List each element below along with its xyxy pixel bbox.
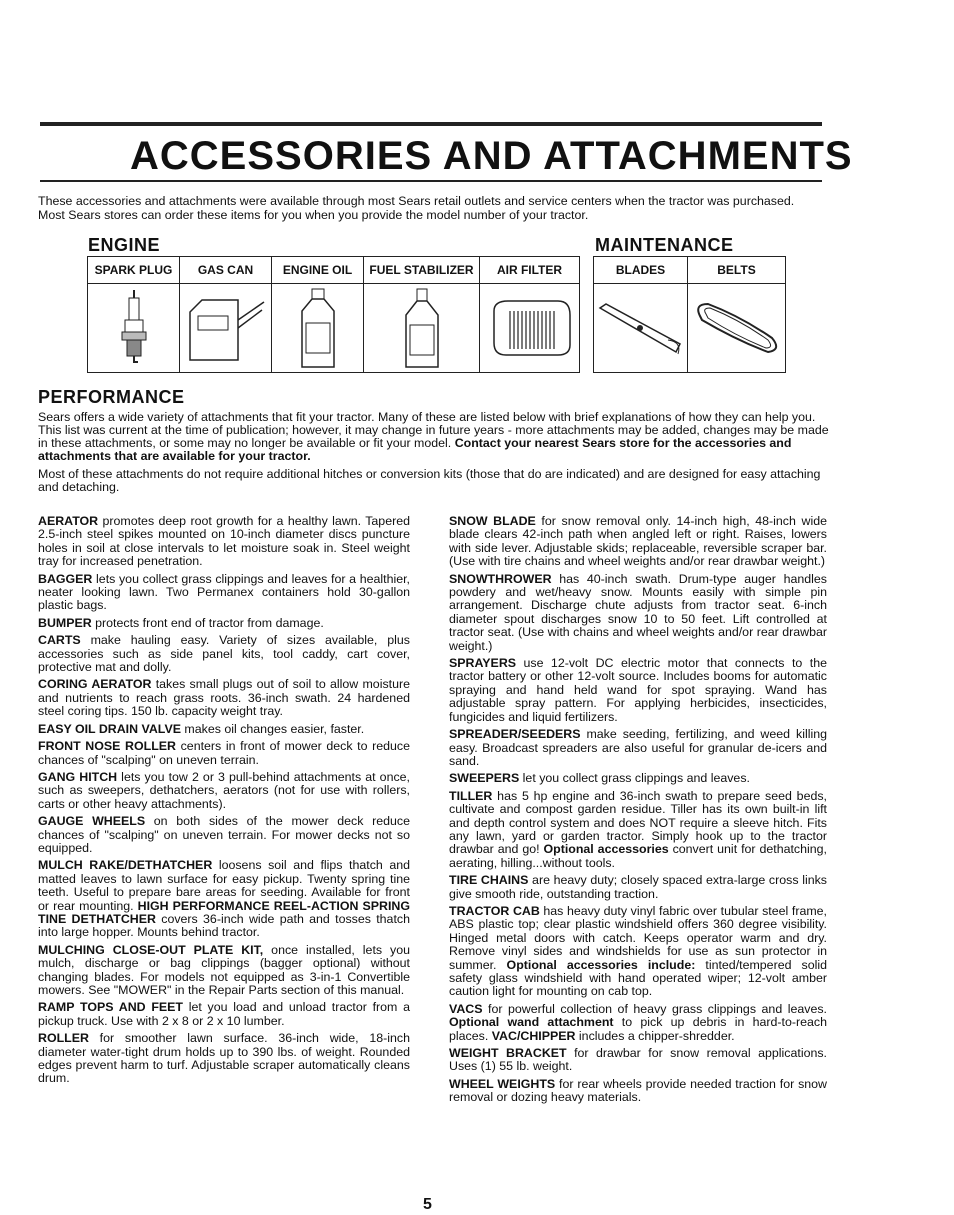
performance-intro — [38, 411, 830, 499]
attachment-entry — [38, 859, 410, 939]
attachment-description: centers in front of mower deck to reduce chances of "scalping" on uneven terrain. — [38, 739, 410, 767]
attachment-name: TILLER — [449, 788, 493, 803]
attachment-description: promotes deep root growth for a healthy lawn. Tapered 2.5-inch steel spikes mounted on 10-inch diameter discs puncture holes in soil at close intervals to let moisture soak in. Steel weight tray for increased penetration. — [38, 514, 410, 569]
attachment-name: Optional wand attachment — [449, 1015, 614, 1030]
right-column — [449, 515, 827, 1109]
attachment-description: to pick up debris in hard-to-reach places. — [449, 1015, 827, 1043]
attachment-description: for drawbar for snow removal applications. Uses (1) 55 lb. weight. — [449, 1046, 827, 1074]
blades-cell — [594, 284, 688, 373]
attachment-description: for rear wheels provide needed traction for snow removal or dozing heavy materials. — [449, 1076, 828, 1105]
attachment-description: protects front end of tractor from damage. — [91, 615, 324, 630]
blade-icon — [596, 298, 686, 358]
spark-plug-icon — [114, 288, 154, 368]
attachment-name: Optional accessories — [539, 842, 669, 857]
attachment-name: TRACTOR CAB — [449, 903, 540, 918]
gas-can-cell — [180, 284, 272, 373]
attachment-description: lets you tow 2 or 3 pull-behind attachments at once, such as sweepers, dethatchers, aerators (not for use with rollers, carts or other heavy attachments). — [38, 769, 410, 811]
attachment-name: MULCHING CLOSE-OUT PLATE KIT, — [38, 942, 264, 957]
attachment-entry — [449, 1078, 827, 1105]
attachment-entry — [38, 573, 410, 613]
attachment-name: Optional accessories include: — [496, 957, 696, 972]
attachment-description: for snow removal only. 14-inch high, 48-inch wide blade clears 42-inch path when angled left or right. Raises, lowers with side lever. Adjustable skids; replaceable, reversible scraper bar. (Use with tire chains and wheel weights and/or rear drawbar weight.) — [449, 514, 827, 569]
attachment-description: tinted/tempered solid safety glass windshield with hand operated wiper; 12-volt amber caution light for mounting on cab top. — [449, 957, 827, 999]
attachment-name: SNOW BLADE — [449, 514, 536, 528]
air-filter-cell — [480, 284, 580, 373]
attachment-entry — [449, 657, 827, 724]
attachment-description: for smoother lawn surface. 36-inch wide, 18-inch diameter water-tight drum holds up to 390 lbs. of weight. Rounded edges prevent harm to turf. Adjustable scraper automatically cleans drum. — [38, 1031, 410, 1086]
belts-cell — [688, 284, 786, 373]
attachment-entry — [38, 723, 410, 736]
attachment-description: lets you collect grass clippings and leaves for a healthier, neater looking lawn. Two Permanex containers hold 30-gallon plastic bags. — [38, 571, 410, 613]
intro-line: These accessories and attachments were available through most Sears retail outlets and service centers when the tractor was purchased. — [38, 194, 795, 208]
attachment-name: GANG HITCH — [38, 769, 118, 784]
engine-oil-cell — [272, 284, 364, 373]
engine-item-label: FUEL STABILIZER — [364, 257, 480, 284]
attachment-name: BUMPER — [38, 615, 92, 630]
attachment-entry — [38, 1001, 410, 1028]
attachment-name: CORING AERATOR — [38, 677, 152, 692]
engine-heading: ENGINE — [88, 235, 161, 255]
attachment-description: includes a chipper-shredder. — [575, 1028, 735, 1043]
attachment-description: convert unit for dethatching, aerating, hilling...without tools. — [449, 842, 827, 870]
attachment-name: SWEEPERS — [449, 771, 520, 786]
attachment-entry — [38, 515, 410, 569]
attachment-entry — [38, 678, 410, 718]
fuel-stabilizer-cell — [364, 284, 480, 373]
attachment-name: SNOWTHROWER — [449, 571, 552, 586]
page-title: ACCESSORIES AND ATTACHMENTS — [130, 134, 853, 178]
spark-plug-cell — [88, 284, 180, 373]
top-rule — [40, 122, 822, 126]
attachment-description: use 12-volt DC electric motor that connects to the tractor battery or other 12-volt source. Includes booms for automatic spraying and hand held wand for spot spraying. Wand has adjustable spray pattern. For applying herbicides, insecticides, fungicides and liquid fertilizers. — [449, 656, 827, 724]
attachment-entry — [38, 634, 410, 674]
attachment-entry — [449, 1047, 827, 1074]
performance-intro-p1 — [38, 411, 830, 463]
attachment-description: has 40-inch swath. Drum-type auger handles powdery and wet/heavy snow. Mounts easily with simple pin arrangement. Discharge chute adjusts from tractor seat. 6-inch diameter spout discharges snow 10 to 50 feet. Lift controlled at tractor seat. (Use with chains and wheel weights and/or rear drawbar weight.) — [449, 571, 827, 653]
engine-table — [87, 256, 580, 373]
left-column — [38, 515, 410, 1090]
engine-item-label: AIR FILTER — [480, 257, 580, 284]
attachment-name: HIGH PERFORMANCE REEL-ACTION SPRING TINE DETHATCHER — [38, 898, 410, 926]
attachment-name: BAGGER — [38, 571, 93, 586]
attachment-entry — [38, 617, 410, 630]
attachment-name: SPREADER/SEEDERS — [449, 727, 581, 742]
attachment-description: let you load and unload tractor from a pickup truck. Use with 2 x 8 or 2 x 10 lumber. — [38, 1000, 410, 1028]
attachment-entry — [38, 944, 410, 998]
attachment-entry — [449, 772, 827, 785]
attachment-entry — [449, 515, 827, 569]
attachment-name: RAMP TOPS AND FEET — [38, 1000, 184, 1015]
attachment-entry — [449, 1003, 827, 1043]
attachment-description: has 5 hp engine and 36-inch swath to prepare seed beds, cultivate and compost garden residue. Tiller has its own built-in lift and depth control system and does NOT require a sleeve hitch. Fits any lawn, yard or garden tractor. Simply hook up to the tractor drawbar and go! — [449, 788, 827, 857]
attachment-description: are heavy duty; closely spaced extra-large cross links give smooth ride, outstanding traction. — [449, 873, 827, 901]
belt-icon — [690, 298, 784, 358]
attachment-description: for powerful collection of heavy grass clippings and leaves. — [482, 1001, 827, 1016]
engine-item-label: GAS CAN — [180, 257, 272, 284]
attachment-name: VACS — [449, 1001, 483, 1016]
attachment-entry — [38, 815, 410, 855]
stabilizer-bottle-icon — [400, 287, 444, 369]
performance-intro-text: Sears offers a wide variety of attachments that fit your tractor. Many of these are listed below with brief explanations of how they can help you. This list was current at the time of publication; however, it may change in future years - more attachments may be added, changes may be made in these attachments, or some may no longer be available or fit your model. — [38, 410, 829, 450]
air-filter-icon — [486, 297, 574, 359]
attachment-description: takes small plugs out of soil to allow moisture and nutrients to reach grass roots. 36-inch swath. 24 hardened steel coring tips. 150 lb. capacity weight tray. — [38, 677, 410, 719]
attachment-name: FRONT NOSE ROLLER — [38, 739, 176, 754]
attachment-entry — [449, 728, 827, 768]
attachment-name: EASY OIL DRAIN VALVE — [38, 721, 181, 736]
attachment-name: SPRAYERS — [449, 656, 517, 671]
attachment-description: on both sides of the mower deck reduce chances of "scalping" on uneven terrain. For mower decks not so equipped. — [38, 814, 410, 855]
attachment-name: VAC/CHIPPER — [488, 1028, 576, 1043]
attachment-name: GAUGE WHEELS — [38, 814, 146, 829]
maintenance-item-label: BLADES — [594, 257, 688, 284]
maintenance-heading: MAINTENANCE — [595, 235, 734, 255]
attachment-name: ROLLER — [38, 1031, 89, 1046]
attachment-description: covers 36-inch wide path and tosses thatch into large hopper. Mounts behind tractor. — [38, 911, 410, 940]
attachment-description: makes oil changes easier, faster. — [180, 721, 365, 736]
oil-bottle-icon — [296, 287, 340, 369]
attachment-entry — [449, 874, 827, 901]
performance-heading: PERFORMANCE — [38, 387, 185, 407]
intro-text — [38, 195, 828, 222]
attachment-name: WHEEL WEIGHTS — [449, 1076, 556, 1091]
attachment-entry — [449, 905, 827, 999]
attachment-entry — [38, 740, 410, 767]
maintenance-item-label: BELTS — [688, 257, 786, 284]
attachment-description: loosens soil and flips thatch and matted leaves to lawn surface for easy pickup. Twenty spring tine teeth. Useful to prepare bare areas for seeding. Available for front or rear mounting. — [38, 858, 411, 913]
attachment-name: TIRE CHAINS — [449, 873, 529, 888]
title-underline — [40, 180, 822, 182]
attachment-description: let you collect grass clippings and leaves. — [519, 771, 750, 786]
performance-intro-bold: Contact your nearest Sears store for the accessories and attachments that are available for your tractor. — [38, 436, 792, 463]
attachment-description: once installed, lets you mulch, discharge or bag clippings (bagger optional) without changing blades. For models not equipped as 3-in-1 Convertible mowers. See "MOWER" in the Repair Parts section of this manual. — [38, 942, 410, 997]
attachment-description: has heavy duty vinyl fabric over tubular steel frame, ABS plastic top; clear plastic windshield offers 360 degree visibility. Hinged metal doors with catch. Keeps operator warm and dry. Remove vinyl sides and windshields for use as sun protector in summer. — [449, 903, 827, 972]
attachment-name: MULCH RAKE/DETHATCHER — [38, 858, 213, 873]
gas-can-icon — [184, 290, 268, 366]
attachment-description: make hauling easy. Variety of sizes available, plus accessories such as side panel kits, tool caddy, cart cover, protective mat and dolly. — [38, 633, 410, 675]
engine-item-label: ENGINE OIL — [272, 257, 364, 284]
intro-line: Most Sears stores can order these items for you when you provide the model number of your tractor. — [38, 207, 589, 222]
attachment-entry — [449, 573, 827, 653]
attachment-name: AERATOR — [38, 514, 99, 528]
attachment-name: CARTS — [38, 633, 81, 648]
attachment-entry — [38, 771, 410, 811]
maintenance-table — [593, 256, 786, 373]
performance-intro-p2: Most of these attachments do not require additional hitches or conversion kits (those that do are indicated) and are designed for easy attaching and detaching. — [38, 467, 821, 494]
attachment-entry — [449, 790, 827, 870]
page-number: 5 — [423, 1196, 432, 1213]
attachment-description: make seeding, fertilizing, and weed killing easy. Broadcast spreaders are also useful for granular de-icers and sand. — [449, 727, 827, 768]
attachment-entry — [38, 1032, 410, 1086]
engine-item-label: SPARK PLUG — [88, 257, 180, 284]
attachment-name: WEIGHT BRACKET — [449, 1046, 567, 1061]
